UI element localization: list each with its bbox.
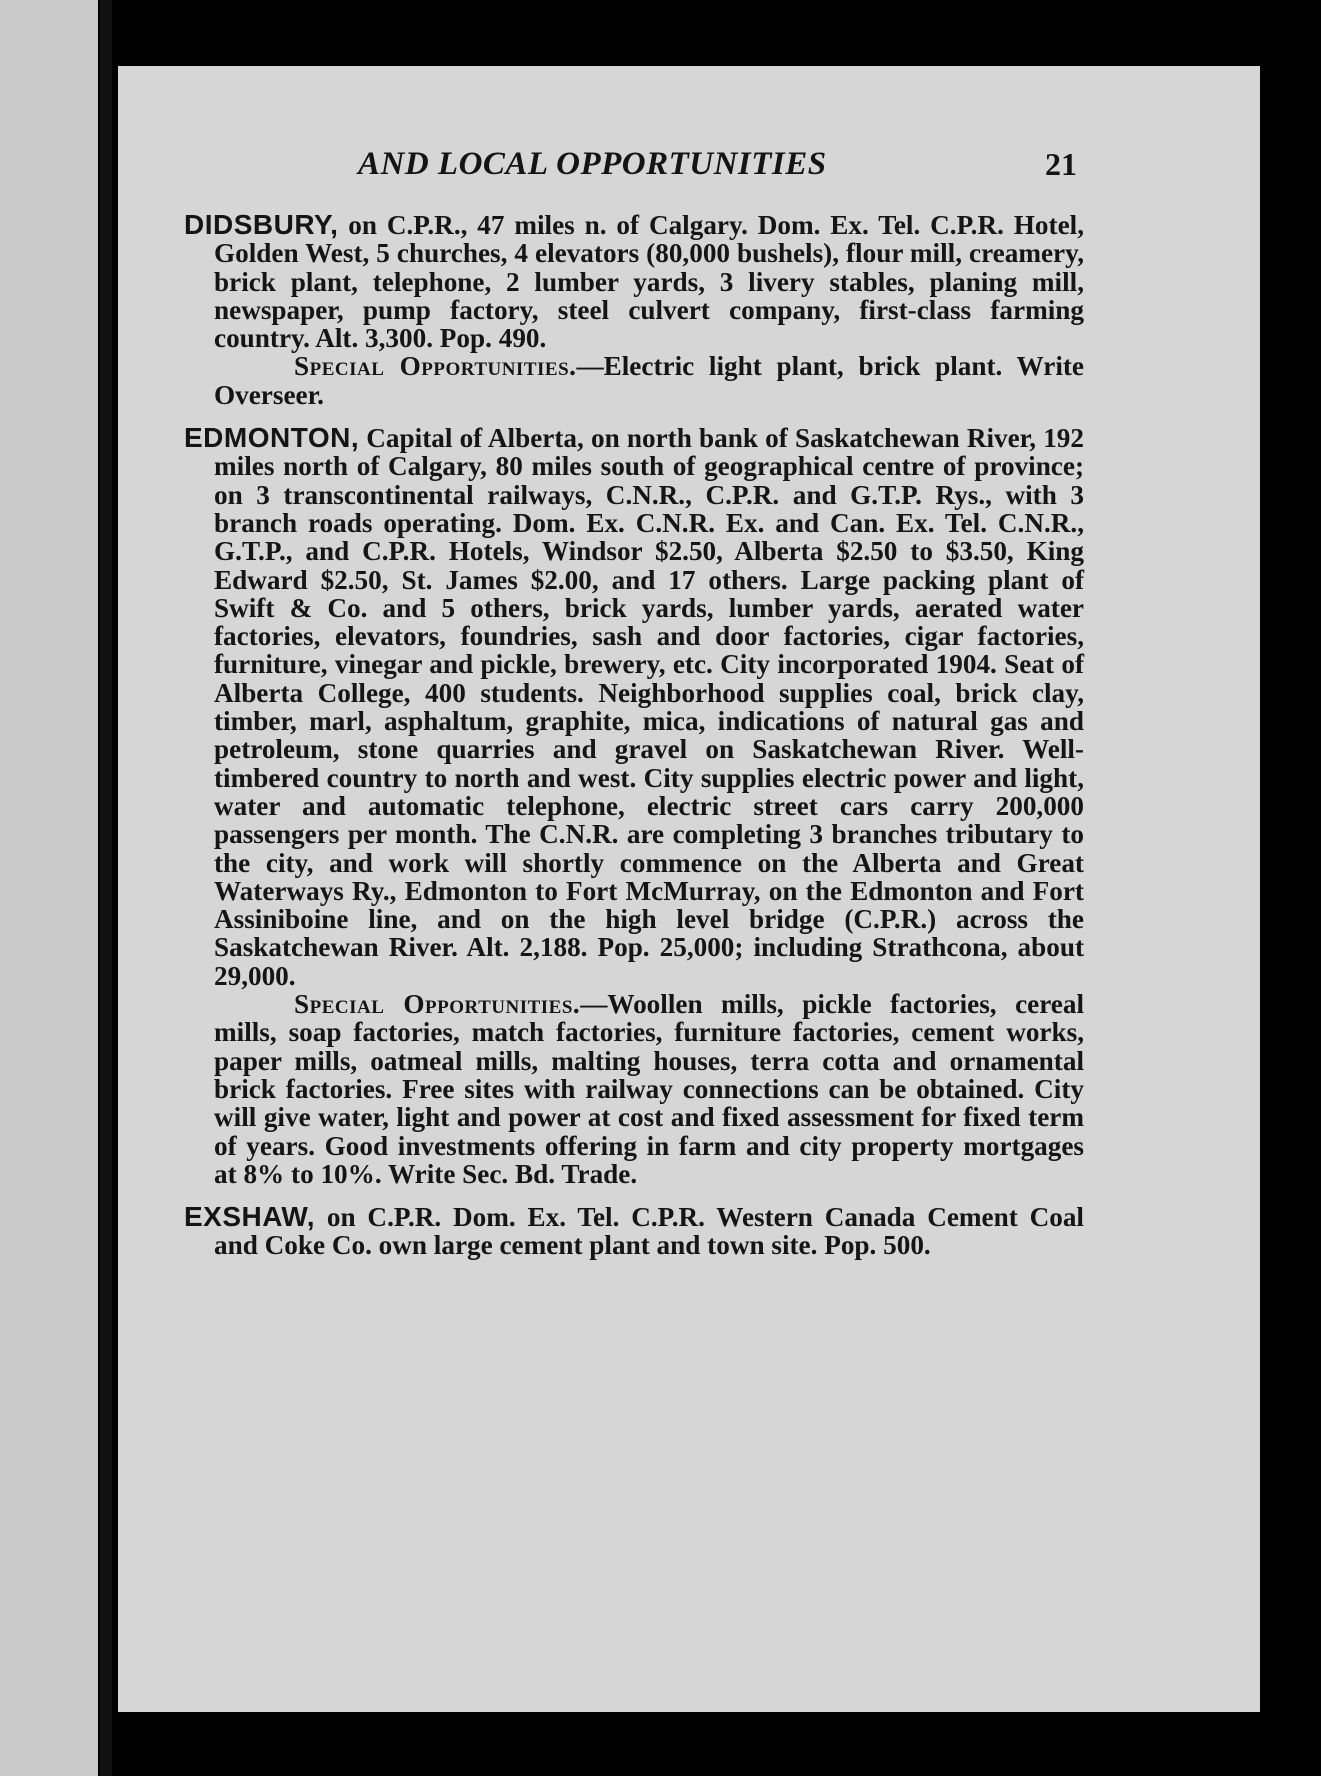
page-number: 21 — [1045, 146, 1077, 182]
special-opportunities — [184, 352, 1084, 409]
gazetteer-entries — [184, 211, 1084, 1275]
entry-body — [184, 424, 1084, 990]
adjacent-page-edge — [0, 0, 98, 1776]
entry-body — [184, 211, 1084, 352]
book-page — [118, 66, 1260, 1712]
entry-body — [184, 1203, 1084, 1260]
entry-text: on C.P.R. Dom. Ex. Tel. C.P.R. Western Canada Cement Coal and Coke Co. own large cement plant and town site. Pop. 500. — [214, 1202, 1084, 1261]
place-name: DIDSBURY, — [184, 209, 339, 240]
special-label: Special Opportunities. — [294, 351, 577, 382]
special-text: —Electric light plant, brick plant. Write Overseer. — [214, 351, 1084, 410]
place-name: EXSHAW, — [184, 1201, 316, 1233]
entry-exshaw — [184, 1203, 1084, 1260]
place-name: EDMONTON, — [184, 422, 360, 454]
entry-text: on C.P.R., 47 miles n. of Calgary. Dom. Ex. Tel. C.P.R. Hotel, Golden West, 5 churches, 4 elevators (80,000 bushels), flour mill, creamery, brick plant, telephone, 2 lumber yards, 3 livery stables, planing mill, newspaper, pump factory, steel culvert company, first-class farming country. Alt. 3,300. Pop. 490. — [214, 210, 1084, 354]
entry-didsbury — [184, 211, 1084, 409]
running-head: AND LOCAL OPPORTUNITIES — [358, 146, 827, 182]
entry-edmonton — [184, 424, 1084, 1188]
special-opportunities — [184, 990, 1084, 1188]
special-label: Special Opportunities. — [294, 989, 581, 1020]
special-text: —Woollen mills, pickle factories, cereal mills, soap factories, match factories, furniture factories, cement works, paper mills, oatmeal mills, malting houses, terra cotta and ornamental brick factories. Free sites with railway connections can be obtained. City will give water, light and power at cost and fixed assessment for fixed term of years. Good investments offering in farm and city property mortgages at 8% to 10%. Write Sec. Bd. Trade. — [214, 989, 1085, 1189]
binding-gutter — [100, 0, 112, 1776]
page-header — [118, 146, 1260, 186]
entry-text: Capital of Alberta, on north bank of Saskatchewan River, 192 miles north of Calgary, 80 miles south of geographical centre of province; on 3 transcontinental railways, C.N.R., C.P.R. and G.T.P. Rys., with 3 branch roads operating. Dom. Ex. C.N.R. Ex. and Can. Ex. Tel. C.N.R., G.T.P., and C.P.R. Hotels, Windsor $2.50, Alberta $2.50 to $3.50, King Edward $2.50, St. James $2.00, and 17 others. Large packing plant of Swift & Co. and 5 others, brick yards, lumber yards, aerated water factories, elevators, foundries, sash and door factories, cigar factories, furniture, vinegar and pickle, brewery, etc. City incorporated 1904. Seat of Alberta College, 400 students. Neighborhood supplies coal, brick clay, timber, marl, asphaltum, graphite, mica, indications of natural gas and petroleum, stone quarries and gravel on Saskatchewan River. Well-timbered country to north and west. City supplies electric power and light, water and automatic telephone, electric street cars carry 200,000 passengers per month. The C.N.R. are completing 3 branches tributary to the city, and work will shortly commence on the Alberta and Great Waterways Ry., Edmonton to Fort McMurray, on the Edmonton and Fort Assiniboine line, and on the high level bridge (C.P.R.) across the Saskatchewan River. Alt. 2,188. Pop. 25,000; including Strathcona, about 29,000. — [214, 423, 1084, 991]
